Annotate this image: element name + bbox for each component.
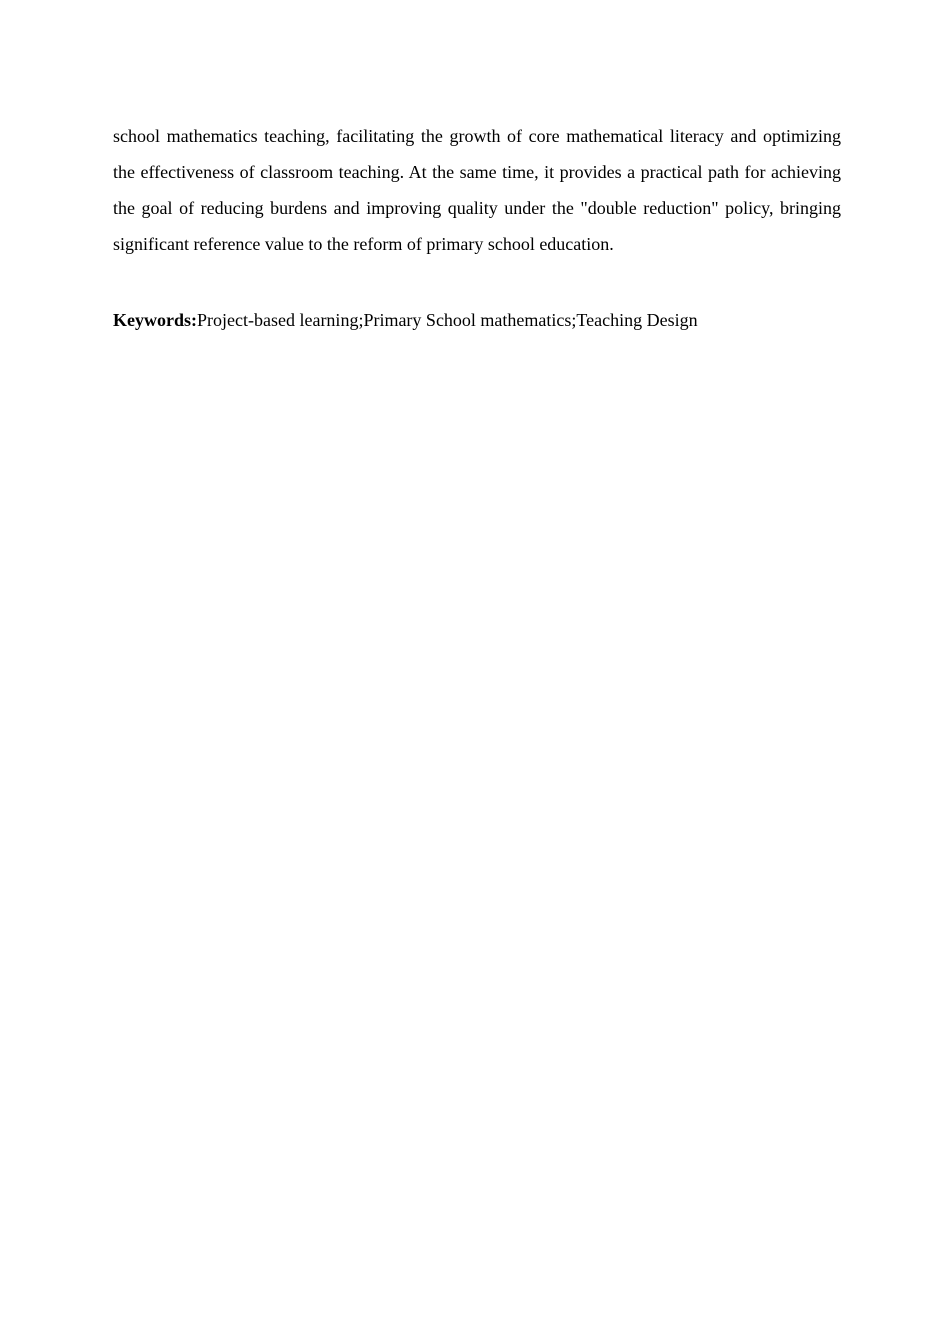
abstract-paragraph: school mathematics teaching, facilitating the growth of core mathematical literacy and optimizing the effectiveness of classroom teaching. At the same time, it provides a practical path for achieving the goal of reducing burdens and improving quality under the "double reduction" policy, bringing significant reference value to the reform of primary school education.	[113, 126, 841, 254]
keywords-line	[113, 302, 841, 338]
page-content	[113, 118, 841, 338]
keywords-label: Keywords:	[113, 310, 197, 330]
keywords-value: Project-based learning;Primary School mathematics;Teaching Design	[197, 310, 698, 330]
